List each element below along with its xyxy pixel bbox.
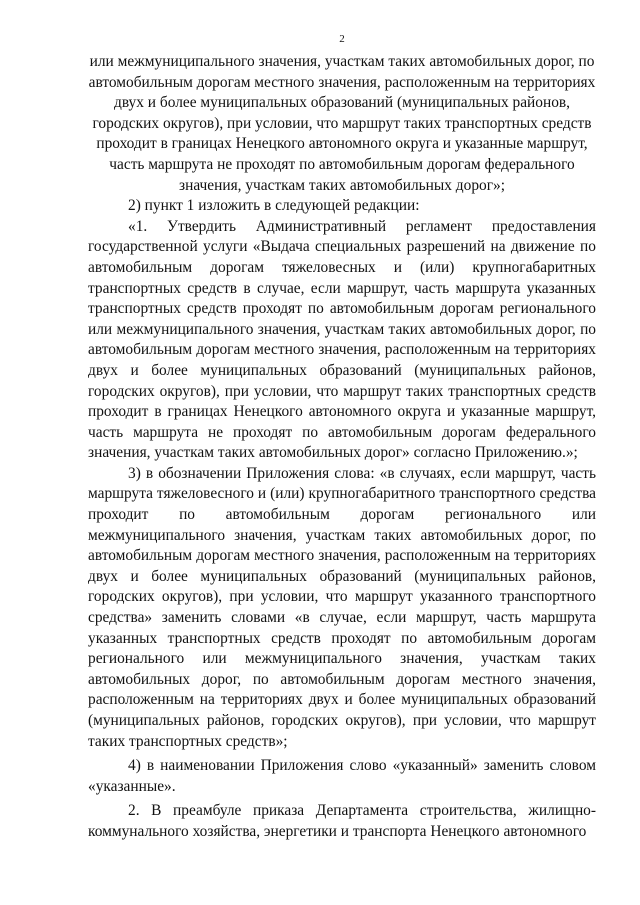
document-page (88, 32, 596, 843)
paragraph-item-4: 4) в наименовании Приложения слово «указанный» заменить словом «указанные». (88, 757, 596, 795)
paragraph-continuation: или межмуниципального значения, участкам таких автомобильных дорог, по автомобильным дорогам местного значения, расположенным на территориях двух и более муниципальных образований (муниципальных районов, городских округов), при условии, что маршрут таких транспортных средств проходит в границах Ненецкого автономного округа и указанные маршрут, часть маршрута не проходят по автомобильным дорогам федерального значения, участкам таких автомобильных дорог»; (88, 53, 596, 194)
paragraph-item-2-text: «1. Утвердить Административный регламент предоставления государственной услуги «Выдача специальных разрешений на движение по автомобильным дорогам тяжеловесных и (или) крупногабаритных транспортных средств в случае, если маршрут, часть маршрута указанных транспортных средств проходят по автомобильным дорогам регионального или межмуниципального значения, участкам таких автомобильных дорог, по автомобильным дорогам местного значения, расположенным на территориях двух и более муниципальных образований (муниципальных районов, городских округов), при условии, что маршрут таких транспортных средств проходит в границах Ненецкого автономного округа и указанные маршрут, часть маршрута не проходят по автомобильным дорогам федерального значения, участкам таких автомобильных дорог» согласно Приложению.»; (88, 217, 596, 462)
paragraph-item-2: 2) пункт 1 изложить в следующей редакции: (128, 197, 420, 215)
paragraph-section-2: 2. В преамбуле приказа Департамента строительства, жилищно-коммунального хозяйства, энергетики и транспорта Ненецкого автономного (88, 802, 596, 840)
page-number: 2 (339, 33, 345, 45)
paragraph-item-3: 3) в обозначении Приложения слова: «в случаях, если маршрут, часть маршрута тяжеловесного и (или) крупногабаритного транспортного средства проходит по автомобильным дорогам регионального или межмуниципального значения, участкам таких автомобильных дорог, по автомобильным дорогам местного значения, расположенным на территориях двух и более муниципальных образований (муниципальных районов, городских округов), при условии, что маршрут указанного транспортного средства» заменить словами «в случае, если маршрут, часть маршрута указанных транспортных средств проходят по автомобильным дорогам регионального или межмуниципального значения, участкам таких автомобильных дорог, по автомобильным дорогам местного значения, расположенным на территориях двух и более муниципальных образований (муниципальных районов, городских округов), при условии, что маршрут таких транспортных средств»; (88, 464, 596, 750)
